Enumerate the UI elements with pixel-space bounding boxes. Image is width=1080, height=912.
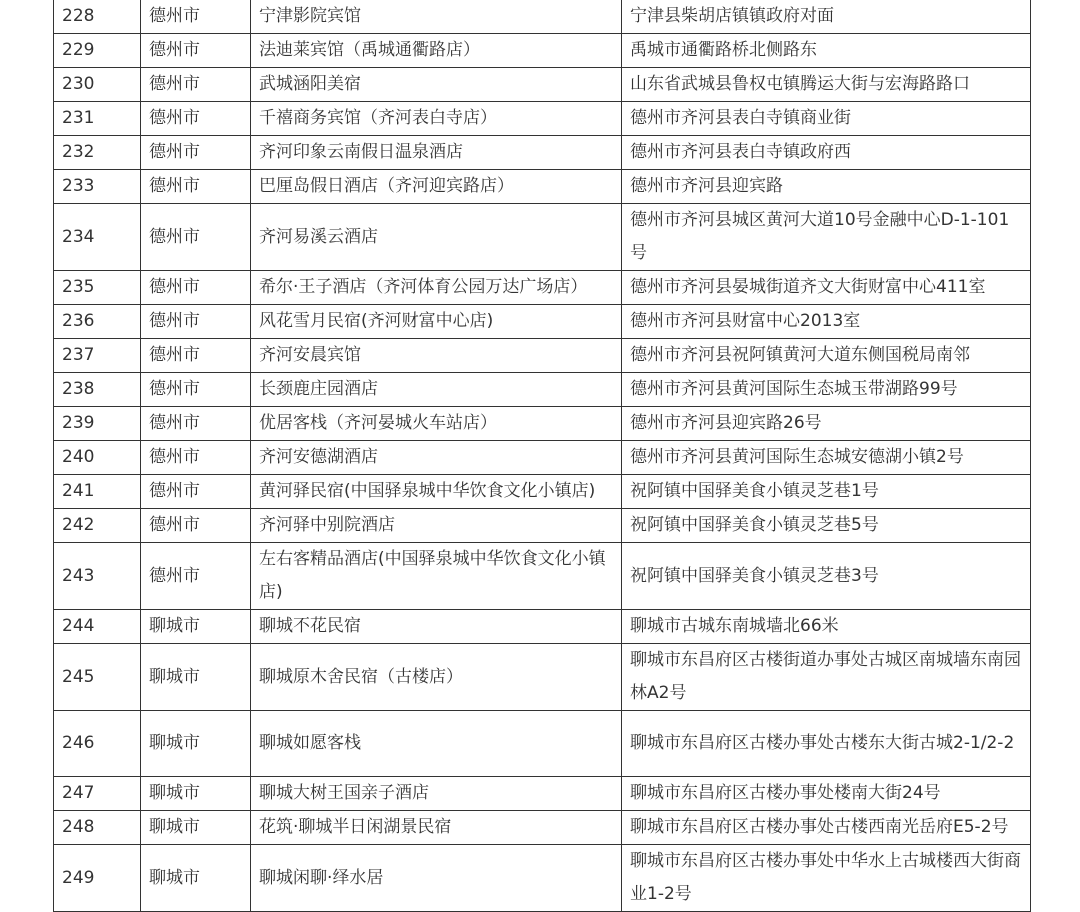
table-row [54,305,1031,339]
table-row [54,170,1031,204]
row-address: 德州市齐河县晏城街道齐文大街财富中心411室 [622,271,1031,305]
row-number: 246 [54,711,141,777]
row-number: 244 [54,610,141,644]
row-city: 德州市 [141,407,251,441]
row-hotel-name: 齐河安晨宾馆 [251,339,622,373]
row-city: 德州市 [141,543,251,610]
row-number: 241 [54,475,141,509]
row-address: 聊城市古城东南城墙北66米 [622,610,1031,644]
table-row [54,811,1031,845]
row-number: 237 [54,339,141,373]
row-city: 德州市 [141,102,251,136]
table-row [54,777,1031,811]
row-number: 232 [54,136,141,170]
row-hotel-name: 花筑·聊城半日闲湖景民宿 [251,811,622,845]
table-body [54,0,1031,912]
row-address: 德州市齐河县黄河国际生态城玉带湖路99号 [622,373,1031,407]
table-row [54,102,1031,136]
row-city: 聊城市 [141,811,251,845]
row-hotel-name: 聊城原木舍民宿（古楼店） [251,644,622,711]
row-address: 聊城市东昌府区古楼街道办事处古城区南城墙东南园林A2号 [622,644,1031,711]
row-address: 聊城市东昌府区古楼办事处古楼西南光岳府E5-2号 [622,811,1031,845]
row-hotel-name: 聊城如愿客栈 [251,711,622,777]
row-number: 239 [54,407,141,441]
row-address: 山东省武城县鲁权屯镇腾运大街与宏海路路口 [622,68,1031,102]
row-number: 230 [54,68,141,102]
table-row [54,271,1031,305]
row-city: 德州市 [141,441,251,475]
table-row [54,136,1031,170]
row-address: 德州市齐河县黄河国际生态城安德湖小镇2号 [622,441,1031,475]
row-city: 德州市 [141,204,251,271]
row-number: 240 [54,441,141,475]
row-hotel-name: 武城涵阳美宿 [251,68,622,102]
table-row [54,34,1031,68]
row-hotel-name: 齐河印象云南假日温泉酒店 [251,136,622,170]
row-address: 德州市齐河县迎宾路 [622,170,1031,204]
row-address: 德州市齐河县祝阿镇黄河大道东侧国税局南邻 [622,339,1031,373]
row-hotel-name: 法迪莱宾馆（禹城通衢路店） [251,34,622,68]
row-hotel-name: 千禧商务宾馆（齐河表白寺店） [251,102,622,136]
row-city: 德州市 [141,68,251,102]
table-row [54,543,1031,610]
row-number: 242 [54,509,141,543]
row-hotel-name: 齐河安德湖酒店 [251,441,622,475]
row-hotel-name: 希尔·王子酒店（齐河体育公园万达广场店） [251,271,622,305]
table-row [54,610,1031,644]
table-row [54,509,1031,543]
table-row [54,644,1031,711]
row-number: 235 [54,271,141,305]
row-number: 248 [54,811,141,845]
row-number: 245 [54,644,141,711]
table-row [54,845,1031,912]
row-hotel-name: 聊城不花民宿 [251,610,622,644]
row-city: 聊城市 [141,711,251,777]
table-row [54,204,1031,271]
table-row [54,339,1031,373]
row-number: 229 [54,34,141,68]
row-address: 聊城市东昌府区古楼办事处中华水上古城楼西大街商业1-2号 [622,845,1031,912]
row-hotel-name: 聊城闲聊·绎水居 [251,845,622,912]
row-city: 德州市 [141,373,251,407]
row-city: 聊城市 [141,644,251,711]
row-number: 238 [54,373,141,407]
row-hotel-name: 优居客栈（齐河晏城火车站店） [251,407,622,441]
row-hotel-name: 齐河易溪云酒店 [251,204,622,271]
row-hotel-name: 黄河驿民宿(中国驿泉城中华饮食文化小镇店) [251,475,622,509]
table-row [54,373,1031,407]
row-hotel-name: 长颈鹿庄园酒店 [251,373,622,407]
row-address: 祝阿镇中国驿美食小镇灵芝巷5号 [622,509,1031,543]
row-address: 祝阿镇中国驿美食小镇灵芝巷1号 [622,475,1031,509]
row-number: 234 [54,204,141,271]
row-city: 德州市 [141,305,251,339]
row-address: 禹城市通衢路桥北侧路东 [622,34,1031,68]
row-number: 243 [54,543,141,610]
row-number: 247 [54,777,141,811]
row-city: 德州市 [141,34,251,68]
row-hotel-name: 巴厘岛假日酒店（齐河迎宾路店） [251,170,622,204]
row-address: 宁津县柴胡店镇镇政府对面 [622,0,1031,34]
row-city: 德州市 [141,271,251,305]
row-city: 聊城市 [141,610,251,644]
row-number: 231 [54,102,141,136]
row-number: 236 [54,305,141,339]
row-city: 聊城市 [141,777,251,811]
table-row [54,711,1031,777]
row-hotel-name: 宁津影院宾馆 [251,0,622,34]
row-hotel-name: 风花雪月民宿(齐河财富中心店) [251,305,622,339]
row-address: 祝阿镇中国驿美食小镇灵芝巷3号 [622,543,1031,610]
row-city: 德州市 [141,339,251,373]
row-number: 249 [54,845,141,912]
row-address: 聊城市东昌府区古楼办事处楼南大街24号 [622,777,1031,811]
row-address: 德州市齐河县表白寺镇商业街 [622,102,1031,136]
row-hotel-name: 聊城大树王国亲子酒店 [251,777,622,811]
table-row [54,68,1031,102]
row-address: 德州市齐河县表白寺镇政府西 [622,136,1031,170]
row-city: 德州市 [141,0,251,34]
row-hotel-name: 左右客精品酒店(中国驿泉城中华饮食文化小镇店) [251,543,622,610]
row-address: 德州市齐河县财富中心2013室 [622,305,1031,339]
row-city: 德州市 [141,136,251,170]
row-hotel-name: 齐河驿中别院酒店 [251,509,622,543]
row-city: 德州市 [141,509,251,543]
hotel-table [53,0,1031,912]
table-row [54,475,1031,509]
row-address: 德州市齐河县迎宾路26号 [622,407,1031,441]
row-address: 德州市齐河县城区黄河大道10号金融中心D-1-101号 [622,204,1031,271]
row-address: 聊城市东昌府区古楼办事处古楼东大街古城2-1/2-2 [622,711,1031,777]
row-city: 聊城市 [141,845,251,912]
table-row [54,0,1031,34]
row-city: 德州市 [141,475,251,509]
row-number: 233 [54,170,141,204]
row-number: 228 [54,0,141,34]
row-city: 德州市 [141,170,251,204]
table-row [54,407,1031,441]
table-row [54,441,1031,475]
